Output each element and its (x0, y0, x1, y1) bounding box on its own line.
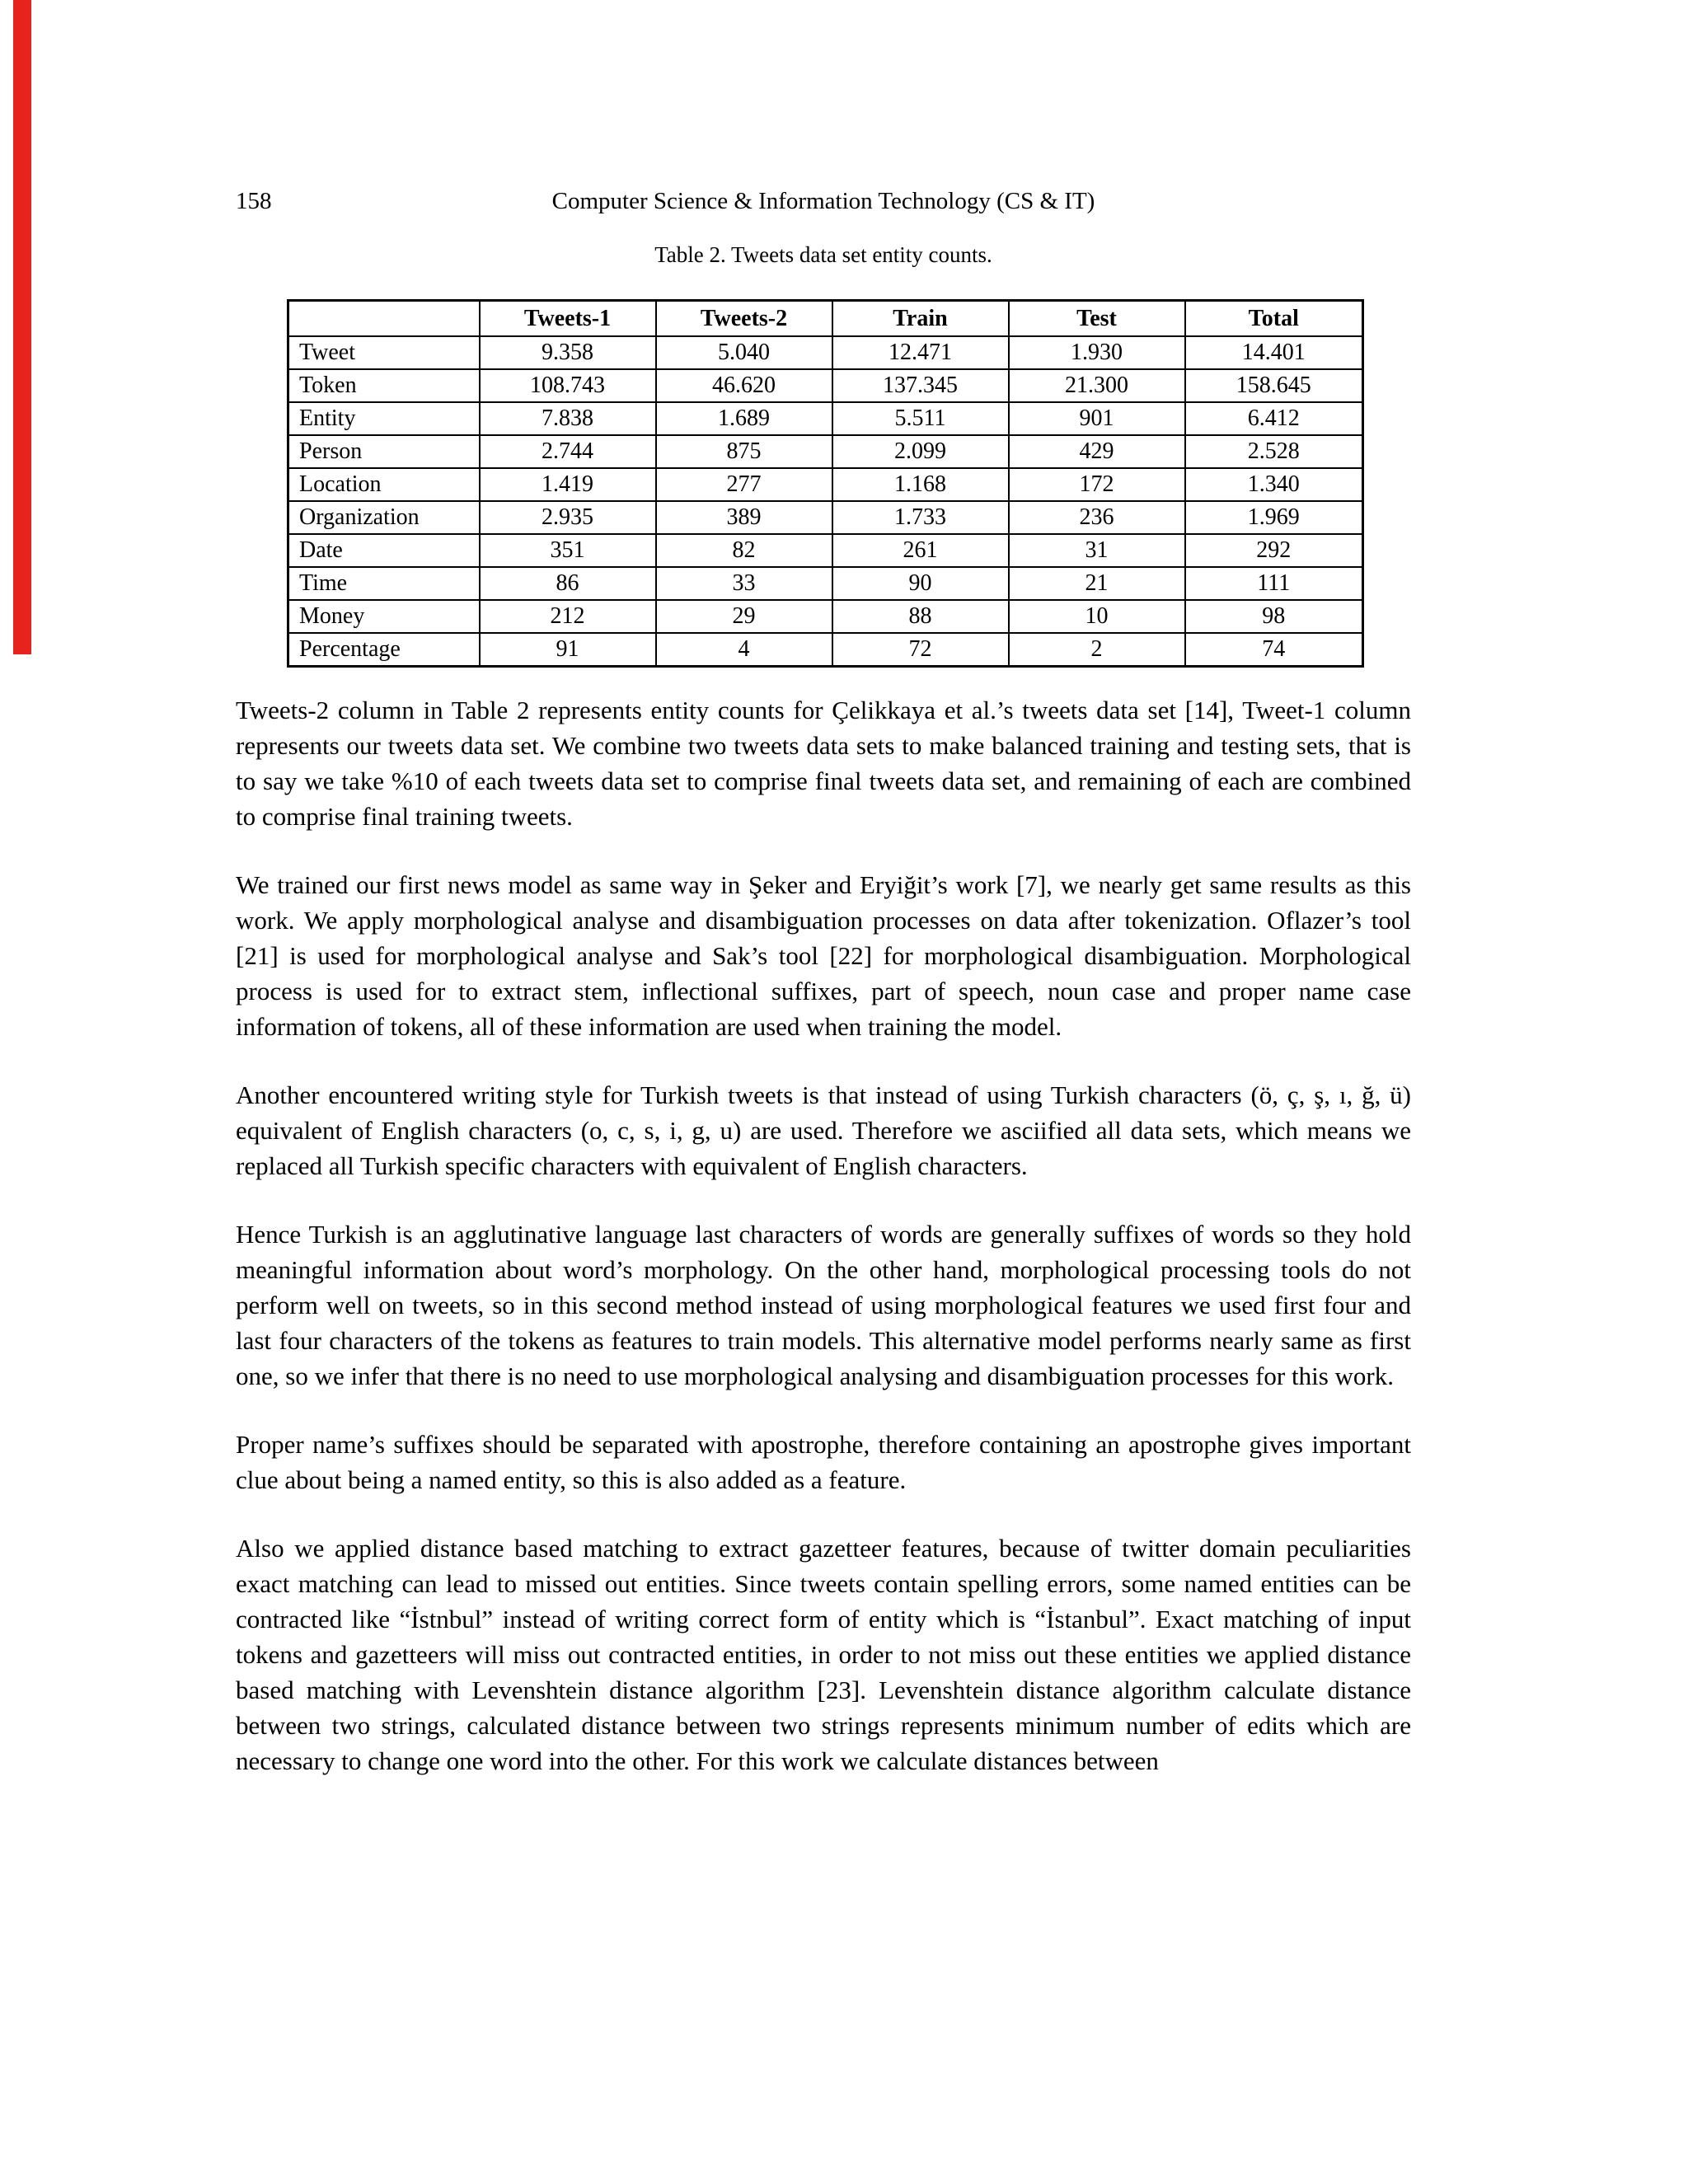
entity-table-body (288, 336, 1363, 667)
cell-value: 137.345 (832, 369, 1009, 402)
cell-value: 261 (832, 534, 1009, 567)
cell-value: 9.358 (480, 336, 656, 369)
paragraph: We trained our first news model as same way in Şeker and Eryiğit’s work [7], we nearly get same results as this work. We apply morphological analyse and disambiguation processes on data after tokenization. Oflazer’s tool [21] is used for morphological analyse and Sak’s tool [22] for morphological disambiguation. Morphological process is used for to extract stem, inflectional suffixes, part of speech, noun case and proper name case information of tokens, all of these information are used when training the model. (236, 870, 1411, 1041)
left-margin-red-bar (13, 0, 31, 654)
cell-value: 172 (1009, 468, 1185, 501)
paragraph: Hence Turkish is an agglutinative language last characters of words are generally suffixes of words so they hold meaningful information about word’s morphology. On the other hand, morphological processing tools do not perform well on tweets, so in this second method instead of using morphological features we used first four and last four characters of the tokens as features to train models. This alternative model performs nearly same as first one, so we infer that there is no need to use morphological analysing and disambiguation processes for this work. (236, 1220, 1411, 1390)
row-label: Money (288, 600, 480, 633)
table-row (288, 369, 1363, 402)
entity-counts-table (287, 299, 1364, 668)
cell-value: 74 (1185, 633, 1363, 667)
row-label: Organization (288, 501, 480, 534)
table-row (288, 468, 1363, 501)
row-label: Location (288, 468, 480, 501)
cell-value: 236 (1009, 501, 1185, 534)
page-number: 158 (236, 188, 272, 214)
cell-value: 21.300 (1009, 369, 1185, 402)
table-row (288, 600, 1363, 633)
row-label: Tweet (288, 336, 480, 369)
column-header: Test (1009, 301, 1185, 337)
paragraph: Another encountered writing style for Turkish tweets is that instead of using Turkish characters (ö, ç, ş, ı, ğ, ü) equivalent of English characters (o, c, s, i, g, u) are used. Therefore we asciified all data sets, which means we replaced all Turkish specific characters with equivalent of English characters. (236, 1080, 1411, 1180)
paragraph: Tweets-2 column in Table 2 represents entity counts for Çelikkaya et al.’s tweets data set [14], Tweet-1 column represents our tweets data set. We combine two tweets data sets to make balanced training and testing sets, that is to say we take %10 of each tweets data set to comprise final tweets data set, and remaining of each are combined to comprise final training tweets. (236, 696, 1411, 831)
entity-table-head-row (288, 301, 1363, 337)
cell-value: 5.511 (832, 402, 1009, 435)
table-caption: Table 2. Tweets data set entity counts. (654, 242, 992, 267)
cell-value: 158.645 (1185, 369, 1363, 402)
cell-value: 1.930 (1009, 336, 1185, 369)
cell-value: 1.168 (832, 468, 1009, 501)
cell-value: 429 (1009, 435, 1185, 468)
column-header: Tweets-2 (656, 301, 832, 337)
cell-value: 82 (656, 534, 832, 567)
cell-value: 12.471 (832, 336, 1009, 369)
cell-value: 31 (1009, 534, 1185, 567)
table-row (288, 534, 1363, 567)
cell-value: 33 (656, 567, 832, 600)
cell-value: 1.969 (1185, 501, 1363, 534)
cell-value: 389 (656, 501, 832, 534)
cell-value: 901 (1009, 402, 1185, 435)
cell-value: 90 (832, 567, 1009, 600)
column-header: Total (1185, 301, 1363, 337)
table-row (288, 633, 1363, 667)
cell-value: 7.838 (480, 402, 656, 435)
cell-value: 21 (1009, 567, 1185, 600)
column-header-empty (288, 301, 480, 337)
cell-value: 72 (832, 633, 1009, 667)
cell-value: 4 (656, 633, 832, 667)
cell-value: 5.040 (656, 336, 832, 369)
cell-value: 2.528 (1185, 435, 1363, 468)
cell-value: 1.733 (832, 501, 1009, 534)
row-label: Entity (288, 402, 480, 435)
row-label: Percentage (288, 633, 480, 667)
running-header-row (236, 188, 1411, 221)
cell-value: 91 (480, 633, 656, 667)
table-row (288, 501, 1363, 534)
row-label: Person (288, 435, 480, 468)
cell-value: 98 (1185, 600, 1363, 633)
row-label: Time (288, 567, 480, 600)
running-header-title: Computer Science & Information Technology (CS & IT) (551, 188, 1095, 214)
table-row (288, 435, 1363, 468)
cell-value: 1.419 (480, 468, 656, 501)
column-header: Train (832, 301, 1009, 337)
table-row (288, 336, 1363, 369)
cell-value: 46.620 (656, 369, 832, 402)
table-row (288, 402, 1363, 435)
cell-value: 2.099 (832, 435, 1009, 468)
cell-value: 2.744 (480, 435, 656, 468)
row-label: Date (288, 534, 480, 567)
cell-value: 6.412 (1185, 402, 1363, 435)
column-header: Tweets-1 (480, 301, 656, 337)
cell-value: 875 (656, 435, 832, 468)
cell-value: 1.340 (1185, 468, 1363, 501)
cell-value: 111 (1185, 567, 1363, 600)
cell-value: 277 (656, 468, 832, 501)
cell-value: 86 (480, 567, 656, 600)
row-label: Token (288, 369, 480, 402)
cell-value: 10 (1009, 600, 1185, 633)
cell-value: 1.689 (656, 402, 832, 435)
cell-value: 14.401 (1185, 336, 1363, 369)
paragraph: Proper name’s suffixes should be separated with apostrophe, therefore containing an apostrophe gives important clue about being a named entity, so this is also added as a feature. (236, 1430, 1411, 1494)
table-row (288, 567, 1363, 600)
cell-value: 212 (480, 600, 656, 633)
cell-value: 88 (832, 600, 1009, 633)
paragraph: Also we applied distance based matching to extract gazetteer features, because of twitter domain peculiarities exact matching can lead to missed out entities. Since tweets contain spelling errors, some named entities can be contracted like “İstnbul” instead of writing correct form of entity which is “İstanbul”. Exact matching of input tokens and gazetteers will miss out contracted entities, in order to not miss out these entities we applied distance based matching with Levenshtein distance algorithm [23]. Levenshtein distance algorithm calculate distance between two strings, calculated distance between two strings represents minimum number of edits which are necessary to change one word into the other. For this work we calculate distances between (236, 1534, 1411, 1775)
cell-value: 351 (480, 534, 656, 567)
cell-value: 29 (656, 600, 832, 633)
cell-value: 292 (1185, 534, 1363, 567)
body-paragraphs (236, 692, 1411, 1779)
cell-value: 2 (1009, 633, 1185, 667)
cell-value: 108.743 (480, 369, 656, 402)
cell-value: 2.935 (480, 501, 656, 534)
